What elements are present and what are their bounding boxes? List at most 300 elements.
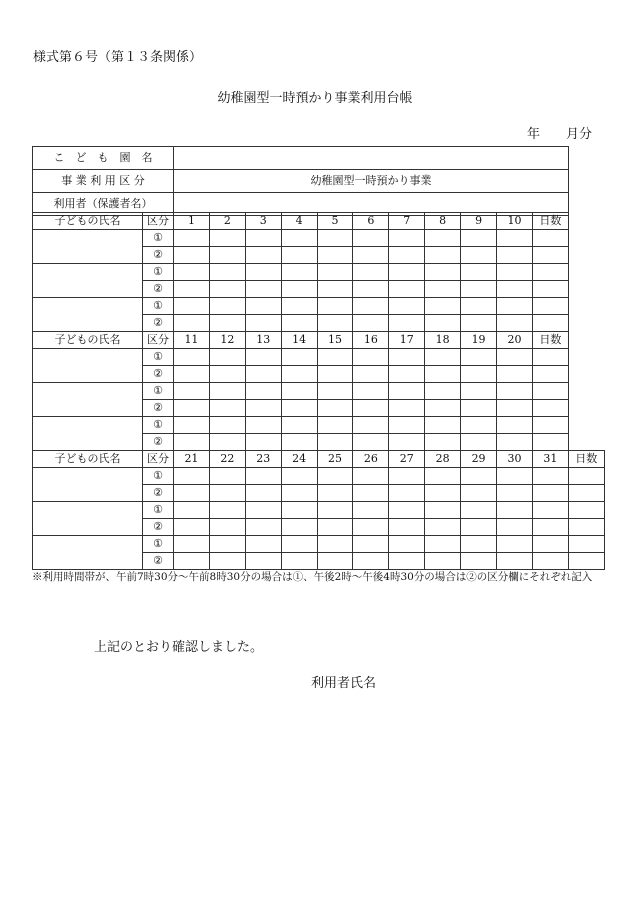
- day-header: 26: [353, 451, 389, 468]
- day-cell[interactable]: [497, 400, 533, 417]
- day-cell[interactable]: [317, 553, 353, 570]
- day-cell[interactable]: [497, 502, 533, 519]
- days-total-cell[interactable]: [532, 417, 568, 434]
- day-cell[interactable]: [461, 536, 497, 553]
- grid-header-row: [33, 451, 605, 468]
- day-cell[interactable]: [317, 502, 353, 519]
- day-header: 2: [209, 213, 245, 230]
- day-cell[interactable]: [532, 502, 568, 519]
- day-cell[interactable]: [317, 519, 353, 536]
- day-cell[interactable]: [174, 485, 210, 502]
- day-cell[interactable]: [245, 264, 281, 281]
- day-cell[interactable]: [497, 519, 533, 536]
- day-cell[interactable]: [174, 400, 210, 417]
- form-number: 様式第６号（第１３条関係）: [33, 50, 203, 65]
- day-cell[interactable]: [497, 468, 533, 485]
- day-cell[interactable]: [245, 536, 281, 553]
- day-cell[interactable]: [461, 417, 497, 434]
- day-cell[interactable]: [281, 553, 317, 570]
- day-cell[interactable]: [425, 264, 461, 281]
- division-mark: ②: [143, 247, 174, 264]
- day-cell[interactable]: [497, 264, 533, 281]
- day-cell[interactable]: [425, 485, 461, 502]
- day-cell[interactable]: [532, 468, 568, 485]
- child-row: [33, 536, 605, 553]
- usage-footnote: ※利用時間帯が、午前7時30分～午前8時30分の場合は①、午後2時～午後4時30分の場合は②の区分欄にそれぞれ記入: [32, 571, 593, 583]
- day-cell[interactable]: [497, 281, 533, 298]
- day-cell[interactable]: [209, 366, 245, 383]
- child-row: [33, 502, 605, 519]
- day-cell[interactable]: [389, 349, 425, 366]
- day-cell[interactable]: [497, 298, 533, 315]
- day-cell[interactable]: [425, 553, 461, 570]
- days-total-cell[interactable]: [532, 366, 568, 383]
- document-title: 幼稚園型一時預かり事業利用台帳: [217, 91, 413, 106]
- day-header: 14: [281, 332, 317, 349]
- day-cell[interactable]: [353, 468, 389, 485]
- day-cell[interactable]: [209, 502, 245, 519]
- day-cell[interactable]: [245, 230, 281, 247]
- day-header: 20: [497, 332, 533, 349]
- child-name-cell[interactable]: [33, 536, 143, 570]
- day-cell[interactable]: [245, 247, 281, 264]
- attendance-grid-days-1-10: [32, 212, 569, 332]
- child-name-cell[interactable]: [33, 349, 143, 383]
- day-cell[interactable]: [461, 264, 497, 281]
- day-header: 3: [245, 213, 281, 230]
- days-total-cell[interactable]: [568, 553, 604, 570]
- grid-header-row: [33, 213, 569, 230]
- division-mark: ②: [143, 366, 174, 383]
- day-cell[interactable]: [425, 247, 461, 264]
- child-name-cell[interactable]: [33, 230, 143, 264]
- month-label: 月分: [566, 127, 593, 142]
- day-header: 8: [425, 213, 461, 230]
- days-total-cell[interactable]: [532, 230, 568, 247]
- day-cell[interactable]: [389, 247, 425, 264]
- division-mark: ②: [143, 400, 174, 417]
- day-cell[interactable]: [317, 298, 353, 315]
- day-header: 7: [389, 213, 425, 230]
- day-cell[interactable]: [425, 298, 461, 315]
- days-total-cell[interactable]: [532, 434, 568, 451]
- day-cell[interactable]: [281, 485, 317, 502]
- child-row: [33, 230, 569, 247]
- day-cell[interactable]: [389, 264, 425, 281]
- day-cell[interactable]: [209, 383, 245, 400]
- day-cell[interactable]: [461, 434, 497, 451]
- day-cell[interactable]: [461, 485, 497, 502]
- day-cell[interactable]: [245, 417, 281, 434]
- day-cell[interactable]: [389, 298, 425, 315]
- division-mark: ②: [143, 315, 174, 332]
- day-cell[interactable]: [353, 230, 389, 247]
- day-cell[interactable]: [389, 417, 425, 434]
- day-header: 17: [389, 332, 425, 349]
- day-cell[interactable]: [245, 298, 281, 315]
- day-cell[interactable]: [174, 383, 210, 400]
- day-cell[interactable]: [353, 264, 389, 281]
- days-total-cell[interactable]: [532, 247, 568, 264]
- day-cell[interactable]: [281, 366, 317, 383]
- day-cell[interactable]: [353, 298, 389, 315]
- child-row: [33, 468, 605, 485]
- days-total-cell[interactable]: [532, 281, 568, 298]
- day-cell[interactable]: [174, 434, 210, 451]
- day-cell[interactable]: [461, 298, 497, 315]
- division-mark: ②: [143, 434, 174, 451]
- division-mark: ②: [143, 553, 174, 570]
- day-header: 10: [497, 213, 533, 230]
- day-cell[interactable]: [245, 315, 281, 332]
- day-cell[interactable]: [353, 366, 389, 383]
- division-header: 区分: [143, 451, 174, 468]
- registration-header-table: [32, 146, 569, 216]
- day-cell[interactable]: [245, 383, 281, 400]
- day-cell[interactable]: [532, 536, 568, 553]
- day-cell[interactable]: [281, 281, 317, 298]
- day-cell[interactable]: [389, 366, 425, 383]
- day-cell[interactable]: [425, 383, 461, 400]
- day-cell[interactable]: [497, 485, 533, 502]
- child-name-cell[interactable]: [33, 264, 143, 298]
- day-cell[interactable]: [461, 349, 497, 366]
- day-cell[interactable]: [389, 502, 425, 519]
- child-row: [33, 417, 569, 434]
- day-cell[interactable]: [461, 553, 497, 570]
- day-cell[interactable]: [389, 383, 425, 400]
- day-cell[interactable]: [425, 536, 461, 553]
- day-cell[interactable]: [425, 434, 461, 451]
- day-header: 22: [209, 451, 245, 468]
- day-cell[interactable]: [497, 553, 533, 570]
- day-cell[interactable]: [209, 230, 245, 247]
- day-cell[interactable]: [317, 400, 353, 417]
- day-cell[interactable]: [209, 298, 245, 315]
- day-header: 16: [353, 332, 389, 349]
- day-cell[interactable]: [317, 366, 353, 383]
- day-cell[interactable]: [281, 519, 317, 536]
- day-header: 31: [532, 451, 568, 468]
- day-cell[interactable]: [317, 468, 353, 485]
- day-cell[interactable]: [353, 417, 389, 434]
- day-cell[interactable]: [461, 502, 497, 519]
- child-name-cell[interactable]: [33, 468, 143, 502]
- day-cell[interactable]: [532, 553, 568, 570]
- day-cell[interactable]: [174, 247, 210, 264]
- nursery-name-value[interactable]: [174, 147, 569, 170]
- day-cell[interactable]: [174, 417, 210, 434]
- day-cell[interactable]: [461, 230, 497, 247]
- days-total-cell[interactable]: [568, 536, 604, 553]
- child-name-cell[interactable]: [33, 383, 143, 417]
- day-cell[interactable]: [389, 434, 425, 451]
- division-mark: ①: [143, 417, 174, 434]
- day-header: 1: [174, 213, 210, 230]
- day-header: 30: [497, 451, 533, 468]
- nursery-name-row: [33, 147, 569, 170]
- division-mark: ①: [143, 349, 174, 366]
- year-label: 年: [527, 127, 541, 142]
- days-total-cell[interactable]: [532, 315, 568, 332]
- grid-header-row: [33, 332, 569, 349]
- day-cell[interactable]: [497, 349, 533, 366]
- days-total-cell[interactable]: [532, 383, 568, 400]
- day-cell[interactable]: [209, 281, 245, 298]
- child-name-header: 子どもの氏名: [33, 451, 143, 468]
- child-row: [33, 383, 569, 400]
- day-cell[interactable]: [209, 468, 245, 485]
- day-cell[interactable]: [245, 400, 281, 417]
- day-cell[interactable]: [353, 519, 389, 536]
- day-cell[interactable]: [245, 553, 281, 570]
- day-cell[interactable]: [389, 553, 425, 570]
- child-name-header: 子どもの氏名: [33, 332, 143, 349]
- day-cell[interactable]: [461, 247, 497, 264]
- day-header: 9: [461, 213, 497, 230]
- day-cell[interactable]: [209, 417, 245, 434]
- division-mark: ①: [143, 230, 174, 247]
- service-type-row: [33, 170, 569, 193]
- days-total-cell[interactable]: [568, 519, 604, 536]
- division-mark: ②: [143, 281, 174, 298]
- day-header: 27: [389, 451, 425, 468]
- day-cell[interactable]: [497, 536, 533, 553]
- day-cell[interactable]: [209, 247, 245, 264]
- day-cell[interactable]: [353, 485, 389, 502]
- service-type-label: 事 業 利 用 区 分: [33, 170, 174, 193]
- child-row: [33, 298, 569, 315]
- days-total-cell[interactable]: [532, 264, 568, 281]
- division-mark: ①: [143, 536, 174, 553]
- day-cell[interactable]: [425, 349, 461, 366]
- days-total-cell[interactable]: [532, 400, 568, 417]
- division-mark: ①: [143, 502, 174, 519]
- day-header: 24: [281, 451, 317, 468]
- day-cell[interactable]: [425, 400, 461, 417]
- day-cell[interactable]: [425, 230, 461, 247]
- day-cell[interactable]: [532, 485, 568, 502]
- division-mark: ①: [143, 468, 174, 485]
- day-cell[interactable]: [389, 519, 425, 536]
- day-cell[interactable]: [174, 264, 210, 281]
- day-cell[interactable]: [281, 417, 317, 434]
- day-cell[interactable]: [209, 349, 245, 366]
- day-cell[interactable]: [174, 366, 210, 383]
- day-cell[interactable]: [281, 536, 317, 553]
- day-cell[interactable]: [497, 230, 533, 247]
- day-cell[interactable]: [245, 519, 281, 536]
- days-total-header: 日数: [532, 332, 568, 349]
- day-cell[interactable]: [317, 536, 353, 553]
- day-cell[interactable]: [317, 247, 353, 264]
- day-cell[interactable]: [389, 315, 425, 332]
- day-cell[interactable]: [245, 281, 281, 298]
- day-cell[interactable]: [174, 281, 210, 298]
- day-cell[interactable]: [245, 349, 281, 366]
- day-cell[interactable]: [317, 383, 353, 400]
- day-cell[interactable]: [461, 400, 497, 417]
- day-header: 11: [174, 332, 210, 349]
- day-cell[interactable]: [281, 315, 317, 332]
- day-cell[interactable]: [389, 536, 425, 553]
- day-cell[interactable]: [281, 298, 317, 315]
- day-cell[interactable]: [281, 434, 317, 451]
- day-header: 5: [317, 213, 353, 230]
- day-cell[interactable]: [281, 349, 317, 366]
- day-cell[interactable]: [245, 434, 281, 451]
- division-mark: ②: [143, 485, 174, 502]
- day-cell[interactable]: [209, 315, 245, 332]
- day-header: 13: [245, 332, 281, 349]
- day-header: 4: [281, 213, 317, 230]
- days-total-cell[interactable]: [568, 502, 604, 519]
- day-header: 21: [174, 451, 210, 468]
- days-total-header: 日数: [568, 451, 604, 468]
- day-cell[interactable]: [497, 366, 533, 383]
- day-cell[interactable]: [389, 400, 425, 417]
- child-name-cell[interactable]: [33, 502, 143, 536]
- day-cell[interactable]: [281, 230, 317, 247]
- day-cell[interactable]: [245, 502, 281, 519]
- day-cell[interactable]: [497, 383, 533, 400]
- day-cell[interactable]: [174, 536, 210, 553]
- day-cell[interactable]: [245, 366, 281, 383]
- day-cell[interactable]: [317, 281, 353, 298]
- nursery-name-label: こ ど も 園 名: [33, 147, 174, 170]
- day-cell[interactable]: [281, 502, 317, 519]
- day-cell[interactable]: [245, 468, 281, 485]
- day-cell[interactable]: [317, 264, 353, 281]
- day-cell[interactable]: [353, 315, 389, 332]
- day-cell[interactable]: [209, 434, 245, 451]
- day-cell[interactable]: [389, 468, 425, 485]
- day-cell[interactable]: [425, 417, 461, 434]
- days-total-cell[interactable]: [568, 485, 604, 502]
- day-header: 19: [461, 332, 497, 349]
- day-cell[interactable]: [353, 434, 389, 451]
- day-cell[interactable]: [174, 553, 210, 570]
- day-cell[interactable]: [317, 349, 353, 366]
- division-mark: ①: [143, 264, 174, 281]
- attendance-grid-days-21-31: [32, 450, 605, 570]
- day-cell[interactable]: [461, 366, 497, 383]
- day-cell[interactable]: [425, 315, 461, 332]
- day-cell[interactable]: [425, 468, 461, 485]
- day-cell[interactable]: [281, 468, 317, 485]
- day-cell[interactable]: [317, 434, 353, 451]
- day-cell[interactable]: [461, 383, 497, 400]
- division-header: 区分: [143, 213, 174, 230]
- day-header: 23: [245, 451, 281, 468]
- child-row: [33, 349, 569, 366]
- day-cell[interactable]: [281, 247, 317, 264]
- day-cell[interactable]: [461, 281, 497, 298]
- days-total-header: 日数: [532, 213, 568, 230]
- day-cell[interactable]: [317, 417, 353, 434]
- days-total-cell[interactable]: [568, 468, 604, 485]
- days-total-cell[interactable]: [532, 349, 568, 366]
- day-cell[interactable]: [245, 485, 281, 502]
- day-cell[interactable]: [209, 536, 245, 553]
- day-cell[interactable]: [281, 264, 317, 281]
- day-header: 29: [461, 451, 497, 468]
- day-header: 25: [317, 451, 353, 468]
- day-header: 12: [209, 332, 245, 349]
- day-cell[interactable]: [281, 400, 317, 417]
- day-cell[interactable]: [353, 536, 389, 553]
- day-cell[interactable]: [281, 383, 317, 400]
- day-header: 15: [317, 332, 353, 349]
- division-mark: ②: [143, 519, 174, 536]
- day-cell[interactable]: [209, 553, 245, 570]
- day-cell[interactable]: [497, 247, 533, 264]
- days-total-cell[interactable]: [532, 298, 568, 315]
- day-cell[interactable]: [497, 434, 533, 451]
- day-cell[interactable]: [353, 281, 389, 298]
- day-cell[interactable]: [174, 468, 210, 485]
- day-cell[interactable]: [353, 349, 389, 366]
- day-cell[interactable]: [461, 315, 497, 332]
- day-cell[interactable]: [353, 553, 389, 570]
- day-cell[interactable]: [353, 383, 389, 400]
- day-cell[interactable]: [497, 315, 533, 332]
- division-mark: ①: [143, 298, 174, 315]
- day-header: 28: [425, 451, 461, 468]
- attendance-grid-days-11-20: [32, 331, 569, 451]
- day-cell[interactable]: [209, 485, 245, 502]
- confirmation-text: 上記のとおり確認しました。: [94, 640, 264, 655]
- day-cell[interactable]: [425, 519, 461, 536]
- child-row: [33, 264, 569, 281]
- day-cell[interactable]: [425, 281, 461, 298]
- day-cell[interactable]: [425, 502, 461, 519]
- child-name-cell[interactable]: [33, 298, 143, 332]
- day-cell[interactable]: [461, 519, 497, 536]
- day-cell[interactable]: [174, 298, 210, 315]
- user-name-label: 利用者氏名: [311, 676, 377, 691]
- division-header: 区分: [143, 332, 174, 349]
- day-cell[interactable]: [461, 468, 497, 485]
- day-cell[interactable]: [174, 349, 210, 366]
- division-mark: ①: [143, 383, 174, 400]
- service-type-value: 幼稚園型一時預かり事業: [174, 170, 569, 193]
- day-cell[interactable]: [317, 315, 353, 332]
- day-cell[interactable]: [174, 519, 210, 536]
- day-cell[interactable]: [174, 502, 210, 519]
- day-cell[interactable]: [389, 281, 425, 298]
- day-cell[interactable]: [209, 400, 245, 417]
- day-cell[interactable]: [389, 230, 425, 247]
- day-header: 18: [425, 332, 461, 349]
- day-cell[interactable]: [174, 230, 210, 247]
- day-cell[interactable]: [317, 485, 353, 502]
- day-header: 6: [353, 213, 389, 230]
- day-cell[interactable]: [174, 315, 210, 332]
- day-cell[interactable]: [353, 400, 389, 417]
- day-cell[interactable]: [209, 519, 245, 536]
- child-name-cell[interactable]: [33, 417, 143, 451]
- day-cell[interactable]: [532, 519, 568, 536]
- day-cell[interactable]: [317, 230, 353, 247]
- day-cell[interactable]: [209, 264, 245, 281]
- day-cell[interactable]: [389, 485, 425, 502]
- day-cell[interactable]: [353, 502, 389, 519]
- guardian-name-label: 利用者（保護者名）: [33, 193, 174, 216]
- day-cell[interactable]: [353, 247, 389, 264]
- day-cell[interactable]: [425, 366, 461, 383]
- day-cell[interactable]: [497, 417, 533, 434]
